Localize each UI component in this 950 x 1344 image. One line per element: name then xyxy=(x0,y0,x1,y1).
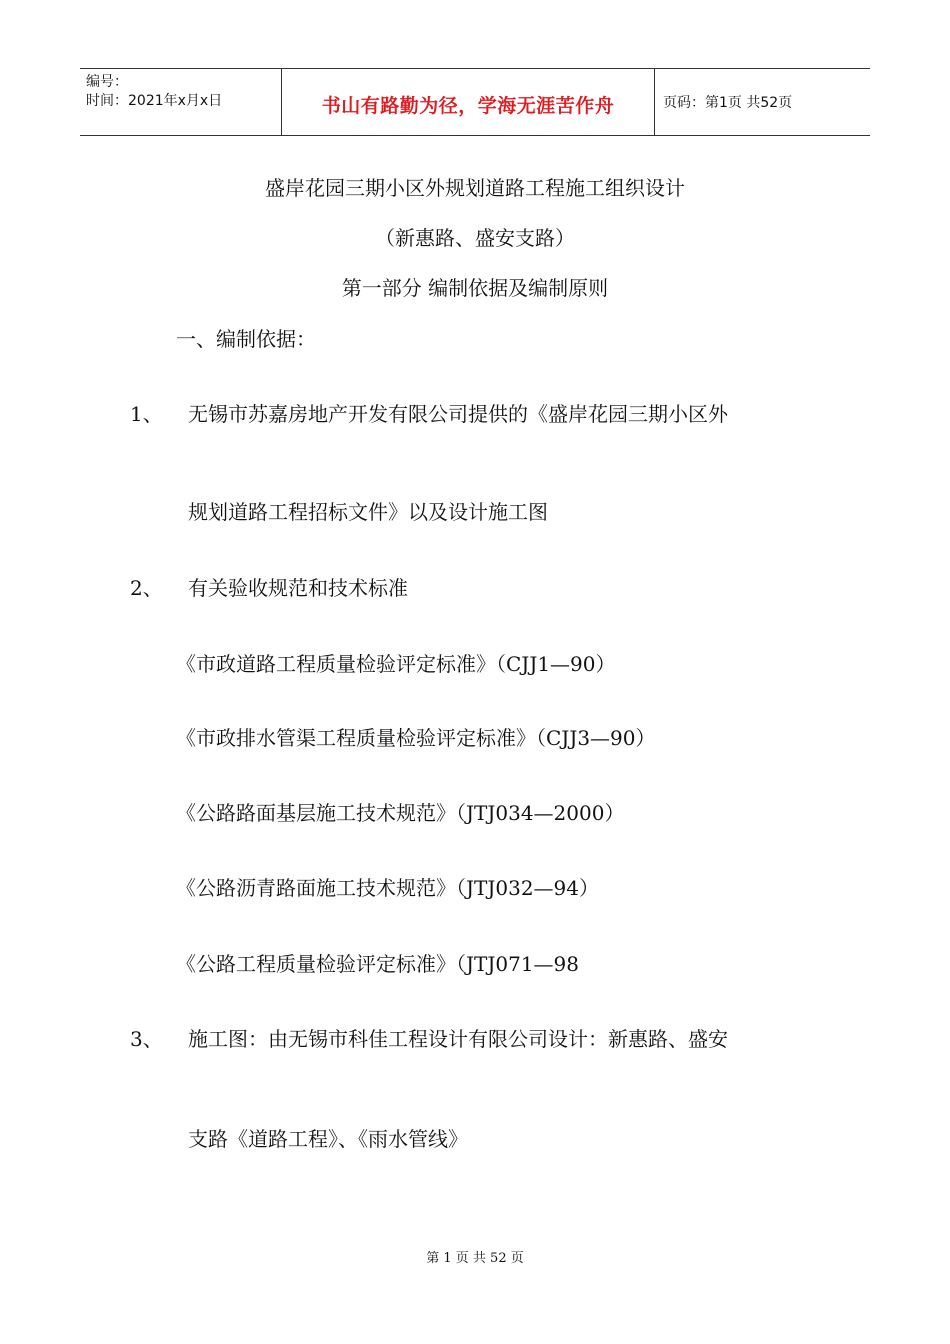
header-motto-cell xyxy=(281,69,655,135)
item-text-line: 有关验收规范和技术标准 xyxy=(188,576,408,600)
document-time-label: 时间：2021年x月x日 xyxy=(86,93,223,109)
standard-reference: 《公路路面基层施工技术规范》（JTJ034—2000） xyxy=(176,801,625,825)
standard-reference: 《市政道路工程质量检验评定标准》（CJJ1—90） xyxy=(176,652,616,676)
header-page-cell xyxy=(655,69,870,135)
standard-reference: 《公路工程质量检验评定标准》（JTJ071—98 xyxy=(176,952,579,976)
item-number: 3、 xyxy=(130,1027,163,1051)
header-motto: 书山有路勤为径，学海无涯苦作舟 xyxy=(321,95,615,117)
standard-reference: 《市政排水管渠工程质量检验评定标准》（CJJ3—90） xyxy=(176,726,656,750)
page-header xyxy=(80,68,870,136)
section-heading: 一、编制依据： xyxy=(176,327,316,351)
header-page-label: 页码：第1页 共52页 xyxy=(663,95,793,111)
item-number: 2、 xyxy=(130,576,163,600)
part-heading: 第一部分 编制依据及编制原则 xyxy=(341,276,609,300)
page-footer: 第 1 页 共 52 页 xyxy=(426,1251,524,1266)
document-number-label: 编号： xyxy=(86,74,128,90)
item-text-line: 规划道路工程招标文件》以及设计施工图 xyxy=(188,500,548,524)
standard-reference: 《公路沥青路面施工技术规范》（JTJ032—94） xyxy=(176,876,599,900)
item-number: 1、 xyxy=(130,402,163,426)
document-title: 盛岸花园三期小区外规划道路工程施工组织设计 xyxy=(265,176,685,200)
header-info-cell xyxy=(80,69,281,135)
item-text-line: 施工图：由无锡市科佳工程设计有限公司设计：新惠路、盛安 xyxy=(188,1027,728,1051)
item-text-line: 无锡市苏嘉房地产开发有限公司提供的《盛岸花园三期小区外 xyxy=(188,402,728,426)
document-subtitle: （新惠路、盛安支路） xyxy=(375,226,575,250)
item-text-line: 支路《道路工程》、《雨水管线》 xyxy=(188,1127,468,1151)
